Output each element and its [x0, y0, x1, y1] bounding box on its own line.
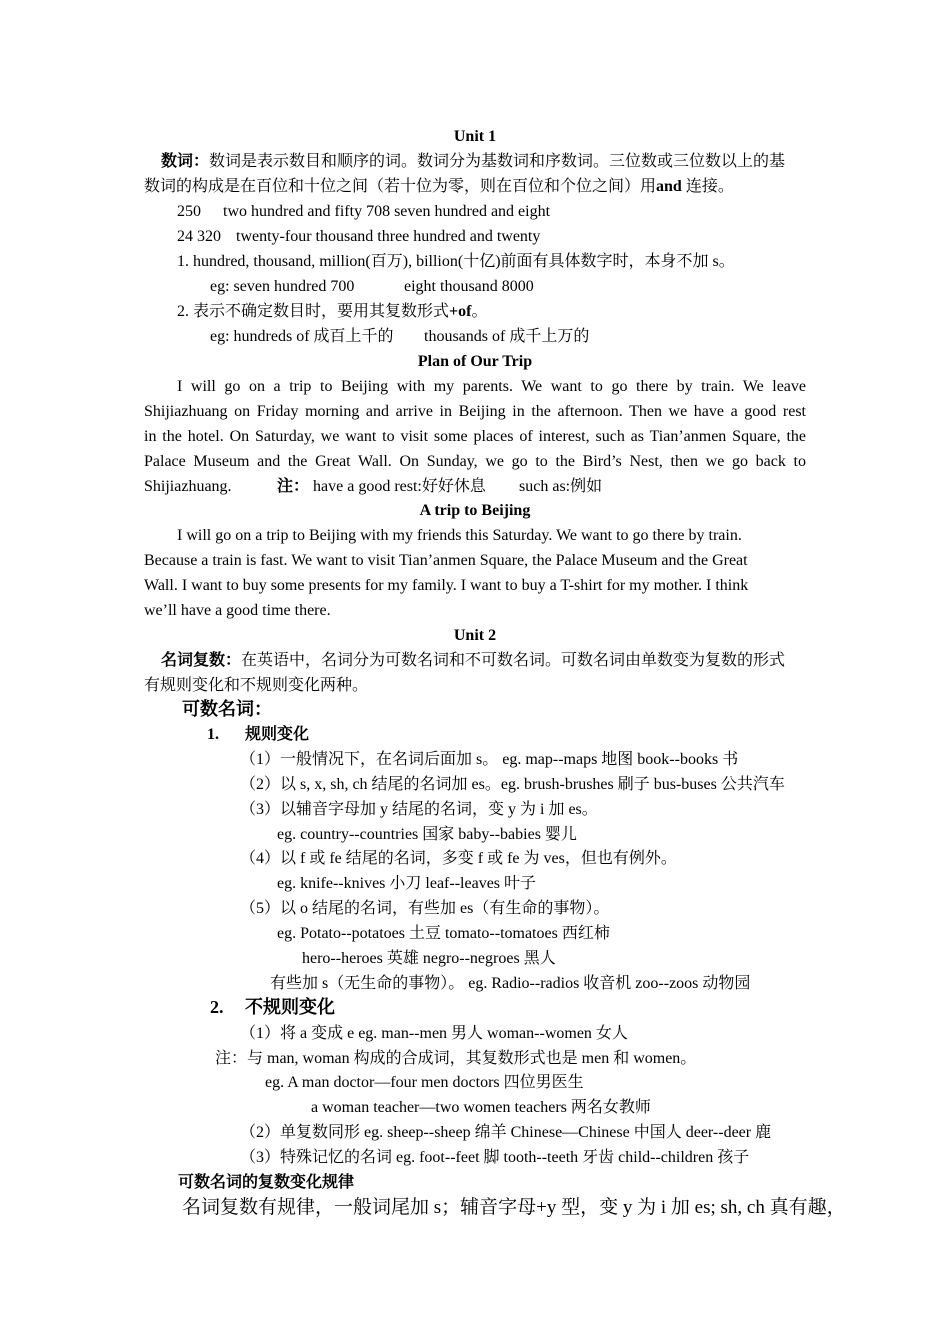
rule2-end: 。	[471, 303, 488, 320]
irregular-rule-2: （2）单复数同形 eg. sheep--sheep 绵羊 Chinese—Chinese 中国人 deer--deer 鹿	[240, 1124, 772, 1141]
plan-last-line	[144, 474, 602, 499]
trip-line: I will go on a trip to Beijing with my friends this Saturday. We want to go there by train.	[177, 527, 742, 544]
rule2-of: +of	[449, 303, 472, 320]
irregular-rule-1-note: 注：与 man, woman 构成的合成词，其复数形式也是 men 和 women。	[215, 1050, 697, 1067]
regular-rule-3: （3）以辅音字母加 y 结尾的名词，变 y 为 i 加 es。	[240, 801, 598, 818]
irregular-num: 2.	[210, 997, 224, 1017]
plan-last-text: Shijiazhuang.	[144, 478, 232, 495]
regular-rule-5: （5）以 o 结尾的名词，有些加 es（有生命的事物）。	[240, 900, 610, 917]
rule2-text: 2. 表示不确定数目时，要用其复数形式	[177, 303, 450, 320]
plan-line: Palace Museum and the Great Wall. On Sunday, we go to the Bird’s Nest, then we go back to	[144, 453, 806, 470]
example-24320	[177, 224, 540, 249]
numerals-desc-2c: 连接。	[685, 178, 734, 195]
regular-rule-5-example-2: hero--heroes 英雄 negro--negroes 黑人	[302, 950, 556, 967]
numerals-desc-1: 数词是表示数目和顺序的词。数词分为基数词和序数词。三位数或三位数以上的基	[209, 153, 786, 170]
rule1-eg-a: eg: seven hundred 700	[210, 278, 355, 295]
numeral-rule-1-example	[210, 274, 534, 299]
countable-heading: 可数名词：	[182, 699, 272, 719]
numerals-paragraph-line2	[144, 174, 734, 199]
unit2-title: Unit 2	[453, 627, 497, 644]
regular-rule-3-example: eg. country--countries 国家 baby--babies 婴儿	[277, 826, 577, 843]
plan-note-a: have a good rest:好好休息	[313, 478, 486, 495]
example-250	[177, 199, 550, 224]
numeral-rule-2-example	[210, 324, 589, 349]
regular-rule-4-example: eg. knife--knives 小刀 leaf--leaves 叶子	[277, 875, 537, 892]
example-24320-num: 24 320	[177, 228, 221, 245]
plural-rules-title: 可数名词的复数变化规律	[178, 1174, 355, 1191]
rule2-eg-a: eg: hundreds of 成百上千的	[210, 328, 394, 345]
regular-label: 规则变化	[245, 726, 310, 743]
example-250-num: 250	[177, 203, 201, 220]
irregular-heading	[210, 995, 335, 1020]
regular-rule-1: （1）一般情况下，在名词后面加 s。 eg. map--maps 地图 book--books 书	[240, 751, 739, 768]
plan-line: Shijiazhuang on Friday morning and arrive in Beijing in the afternoon. Then we have a good rest	[144, 403, 806, 420]
example-250-text: two hundred and fifty 708 seven hundred and eight	[223, 203, 551, 220]
regular-rule-2: （2）以 s, x, sh, ch 结尾的名词加 es。eg. brush-brushes 刷子 bus-buses 公共汽车	[240, 776, 785, 793]
irregular-label: 不规则变化	[245, 997, 335, 1017]
rule1-eg-b: eight thousand 8000	[404, 278, 534, 295]
numeral-rule-2	[177, 299, 487, 324]
example-24320-text: twenty-four thousand three hundred and twenty	[236, 228, 541, 245]
regular-rule-5-example-1: eg. Potato--potatoes 土豆 tomato--tomatoes 西红柿	[277, 925, 610, 942]
numerals-desc-2a: 数词的构成是在百位和十位之间（若十位为零，则在百位和个位之间）用	[144, 178, 657, 195]
numerals-label: 数词：	[161, 153, 210, 170]
unit1-title: Unit 1	[453, 128, 497, 145]
irregular-rule-1-example-1: eg. A man doctor—four men doctors 四位男医生	[265, 1074, 584, 1091]
plan-line: in the hotel. On Saturday, we want to visit some places of interest, such as Tian’anmen Square, the	[144, 428, 806, 445]
numerals-paragraph-line1	[161, 149, 785, 174]
irregular-rule-1-example-2: a woman teacher—two women teachers 两名女教师	[311, 1099, 651, 1116]
irregular-rule-1: （1）将 a 变成 e eg. man--men 男人 woman--women 女人	[240, 1025, 628, 1042]
plan-note-label: 注：	[277, 478, 310, 495]
regular-num: 1.	[207, 726, 219, 743]
trip-title: A trip to Beijing	[419, 502, 531, 519]
regular-rule-4: （4）以 f 或 fe 结尾的名词，多变 f 或 fe 为 ves，但也有例外。	[240, 850, 677, 867]
trip-line: Wall. I want to buy some presents for my family. I want to buy a T-shirt for my mother. I think	[144, 577, 749, 594]
rule2-eg-b: thousands of 成千上万的	[424, 328, 590, 345]
plan-note-b: such as:例如	[519, 478, 603, 495]
trip-line: we’ll have a good time there.	[144, 602, 331, 619]
plan-title: Plan of Our Trip	[417, 353, 533, 370]
irregular-rule-3: （3）特殊记忆的名词 eg. foot--feet 脚 tooth--teeth 牙齿 child--children 孩子	[240, 1149, 750, 1166]
numerals-and: and	[656, 178, 682, 195]
plan-line: I will go on a trip to Beijing with my parents. We want to go there by train. We leave	[177, 378, 806, 395]
plural-paragraph-line2: 有规则变化和不规则变化两种。	[144, 677, 369, 694]
regular-heading	[207, 722, 309, 747]
trip-line: Because a train is fast. We want to visit Tian’anmen Square, the Palace Museum and the Great	[144, 552, 748, 569]
plural-rhyme: 名词复数有规律，一般词尾加 s；辅音字母+y 型，变 y 为 i 加 es; sh, ch 真有趣，	[182, 1197, 846, 1218]
plural-desc-1: 在英语中，名词分为可数名词和不可数名词。可数名词由单数变为复数的形式	[241, 652, 786, 669]
numeral-rule-1: 1. hundred, thousand, million(百万), billion(十亿)前面有具体数字时，本身不加 s。	[177, 253, 735, 270]
plural-label: 名词复数：	[161, 652, 242, 669]
plural-paragraph-line1	[161, 648, 785, 673]
regular-rule-5-example-3: 有些加 s（无生命的事物）。 eg. Radio--radios 收音机 zoo--zoos 动物园	[270, 975, 751, 992]
